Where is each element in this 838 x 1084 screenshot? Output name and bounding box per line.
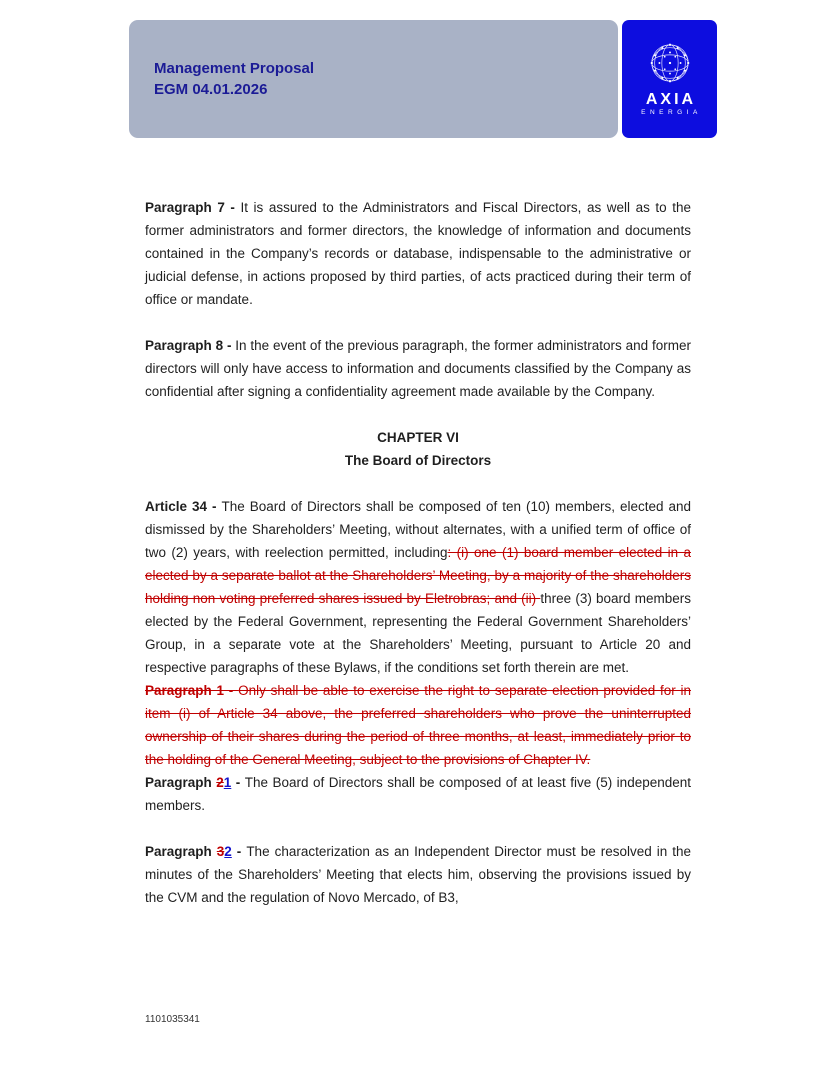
- text-run: Only shall be able to exercise the right to separate election provided for in item (i) of Article 34 above, the preferred shareholders who prove the uninterrupted ownership of their shares during the period of three months, at least, immediately prior to the holding of the General Meeting, subject to the provisions of Chapter IV.: [145, 683, 691, 767]
- text-run: The Board of Directors shall be composed of ten (10) members, elected and dismissed by the Shareholders’ Meeting, without alternates, with a unified term of office of two (2) years, with reelection permitted, including: [145, 499, 692, 560]
- text-run: 2: [224, 844, 232, 859]
- text-run: 2: [216, 775, 224, 790]
- chapter-heading: [145, 426, 691, 449]
- text-run: Article 34 -: [145, 499, 222, 514]
- text-run: 3: [216, 844, 225, 859]
- text-run: It is assured to the Administrators and Fiscal Directors, as well as to the former administrators and former directors, the knowledge of information and documents contained in the Company’s records or database, indispensable to the administrative or judicial defense, in actions proposed by third parties, of acts practiced during their term of office or mandate.: [145, 200, 691, 307]
- document-body: [145, 196, 691, 909]
- paragraph-8: [145, 334, 691, 403]
- text-run: CHAPTER VI: [377, 430, 459, 445]
- text-run: Paragraph 8 -: [145, 338, 236, 353]
- paragraph-2-1: [145, 771, 691, 817]
- chapter-subheading: [145, 449, 691, 472]
- text-run: Paragraph 7 -: [145, 200, 241, 215]
- header-subtitle: EGM 04.01.2026: [154, 81, 268, 98]
- text-run: three (3) board members elected by the Federal Government, representing the Federal Government Shareholders’ Group, in a separate vote at the Shareholders’ Meeting, pursuant to Article 20 and respective paragraphs of these Bylaws, if the conditions set forth therein are met.: [145, 591, 692, 675]
- text-run: The characterization as an Independent Director must be resolved in the minutes of the Shareholders’ Meeting that elects him, observing the provisions issued by the CVM and the regulation of Novo Mercado, of B3,: [145, 844, 692, 905]
- dot-sphere-globe-icon: [647, 40, 693, 86]
- text-run: Paragraph: [145, 844, 217, 859]
- paragraph-7: [145, 196, 691, 311]
- text-run: Paragraph: [145, 775, 217, 790]
- header-banner: [129, 20, 618, 138]
- paragraph-3-2: [145, 840, 691, 909]
- text-run: The Board of Directors: [344, 453, 492, 468]
- paragraph-1-deleted: [145, 679, 691, 771]
- header-title: Management Proposal: [154, 60, 315, 77]
- logo-sub-text: ENERGIA: [641, 109, 702, 116]
- text-run: In the event of the previous paragraph, the former administrators and former directors will only have access to information and documents classified by the Company as confidential after signing a confidentiality agreement made available by the Company.: [145, 338, 691, 399]
- article-34: [145, 495, 691, 679]
- text-run: The Board of Directors shall be composed of at least five (5) independent members.: [145, 775, 692, 813]
- text-run: : (i) one (1) board member elected in a elected by a separate ballot at the Shareholders’ Meeting, by a majority of the shareholders holding non voting preferred shares issued by Eletrobras; and (ii): [145, 545, 691, 606]
- logo-brand-text: AXIA: [645, 91, 697, 108]
- footer-doc-number: 1101035341: [145, 1014, 200, 1025]
- text-run: -: [231, 775, 245, 790]
- text-run: -: [231, 844, 247, 859]
- axia-logo: [622, 20, 717, 138]
- text-run: 1: [223, 775, 232, 790]
- text-run: Paragraph 1 -: [145, 683, 239, 698]
